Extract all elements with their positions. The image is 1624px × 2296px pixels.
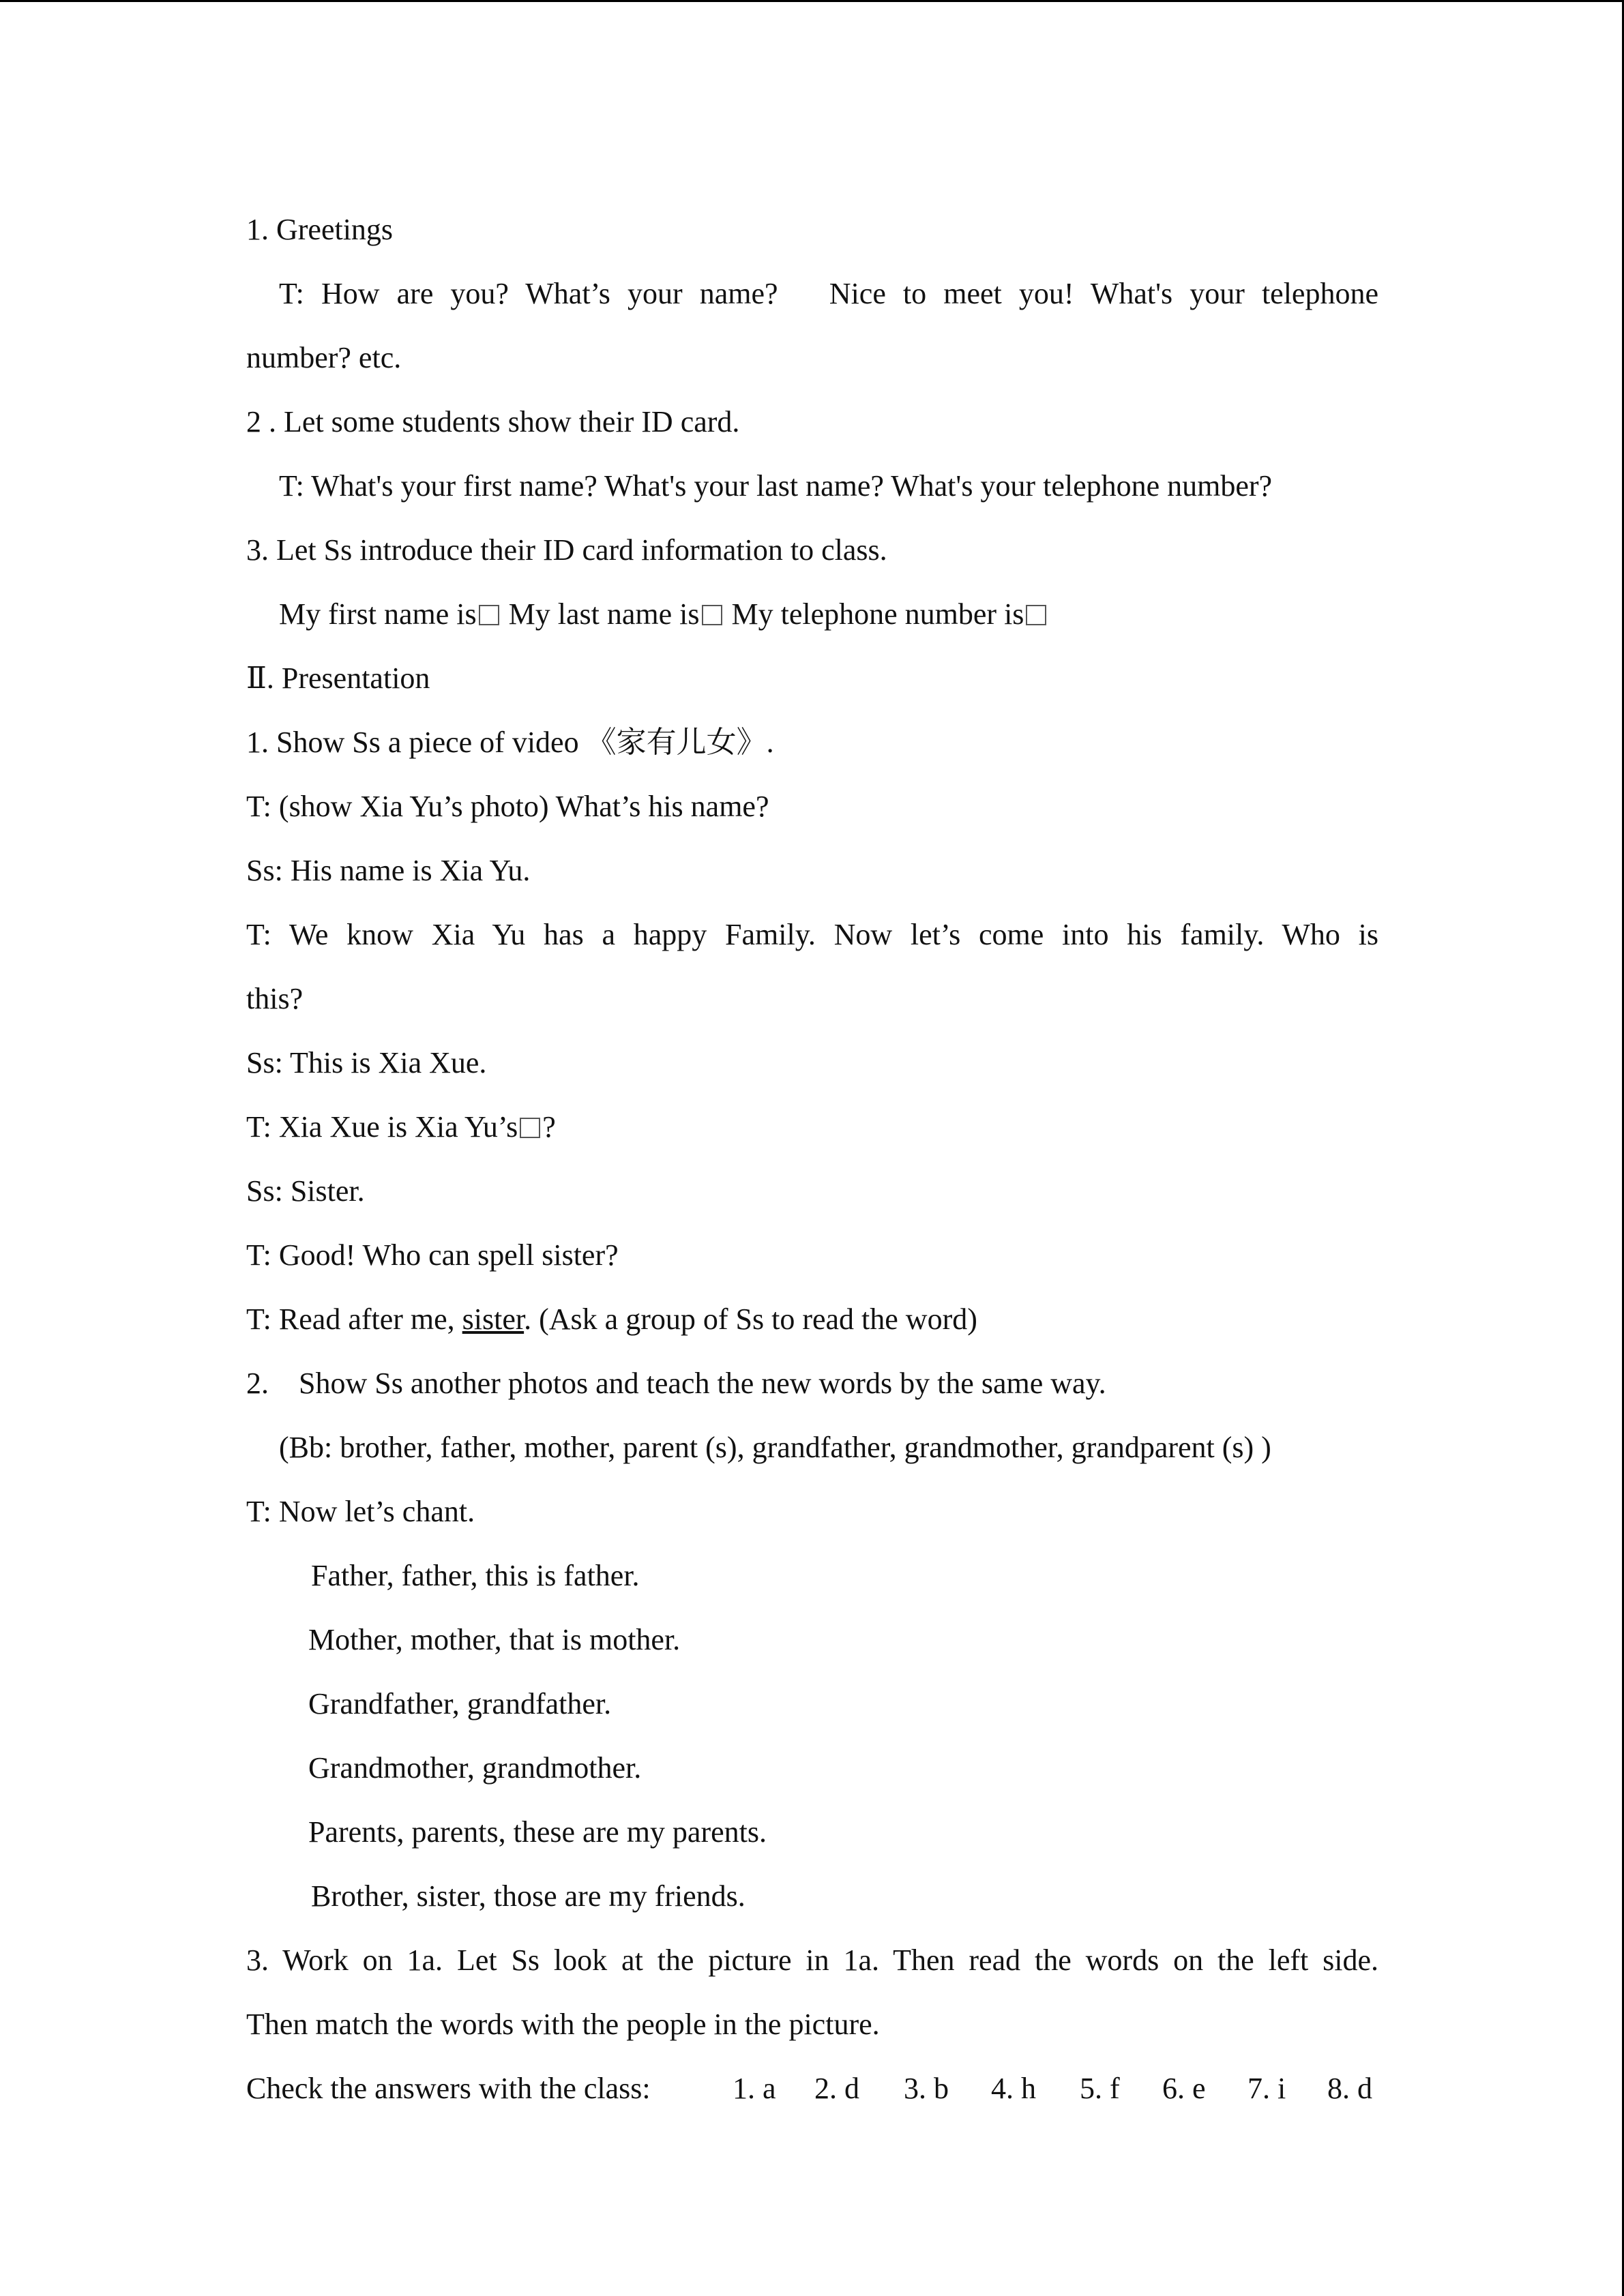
answers-line xyxy=(246,2057,1378,2121)
section-presentation-heading: Ⅱ. Presentation xyxy=(246,661,430,695)
teacher-line-greeting: T: How are you? What’s your name? Nice to meet you! What's your telephone xyxy=(279,277,1378,310)
blank-box xyxy=(479,605,499,625)
chant-line: Mother, mother, that is mother. xyxy=(308,1623,681,1656)
chant-line: Brother, sister, those are my friends. xyxy=(311,1879,745,1913)
student-line-xia-xue: Ss: This is Xia Xue. xyxy=(246,1046,487,1079)
chant-line: Father, father, this is father. xyxy=(311,1559,640,1592)
blank-box xyxy=(702,605,722,625)
telephone-text: My telephone number is xyxy=(724,597,1024,631)
student-line-sister: Ss: Sister. xyxy=(246,1174,365,1208)
teacher-line-family-cont: this? xyxy=(246,982,304,1015)
answer-item: 4. h xyxy=(991,2072,1036,2105)
answer-item: 7. i xyxy=(1247,2072,1286,2105)
teacher-line-chant: T: Now let’s chant. xyxy=(246,1495,475,1528)
question-mark: ? xyxy=(542,1110,556,1144)
step-work-on-1a: 3. Work on 1a. Let Ss look at the picture in 1a. Then read the words on the left side. xyxy=(246,1943,1378,1977)
page-top-border xyxy=(0,0,1624,2)
teacher-line-family: T: We know Xia Yu has a happy Family. Now let’s come into his family. Who is xyxy=(246,918,1378,951)
first-name-text: My first name is xyxy=(279,597,477,631)
teacher-line-read-after xyxy=(246,1287,1378,1352)
read-after-text: T: Read after me, xyxy=(246,1302,462,1336)
step-work-on-1a-cont: Then match the words with the people in the picture. xyxy=(246,2008,880,2041)
blank-box xyxy=(520,1118,540,1138)
underlined-word: sister xyxy=(462,1302,525,1336)
teacher-line-photo: T: (show Xia Yu’s photo) What’s his name? xyxy=(246,790,769,823)
teacher-line-sister-question xyxy=(246,1095,1378,1159)
teacher-line-greeting-cont: number? etc. xyxy=(246,341,402,374)
answers-label: Check the answers with the class: xyxy=(246,2072,651,2105)
answer-item: 2. d xyxy=(814,2072,859,2105)
blackboard-words: (Bb: brother, father, mother, parent (s), grandfather, grandmother, grandparent (s) ) xyxy=(279,1431,1271,1464)
step-id-card: 2 . Let some students show their ID card. xyxy=(246,405,740,438)
chant-line: Grandfather, grandfather. xyxy=(308,1687,612,1720)
section-greetings-heading: 1. Greetings xyxy=(246,213,394,246)
read-after-note: . (Ask a group of Ss to read the word) xyxy=(524,1302,977,1336)
answer-item: 6. e xyxy=(1162,2072,1206,2105)
blank-box xyxy=(1026,605,1046,625)
question-text: T: Xia Xue is Xia Yu’s xyxy=(246,1110,518,1144)
answer-item: 8. d xyxy=(1327,2072,1372,2105)
chant-line: Grandmother, grandmother. xyxy=(308,1751,642,1785)
step-new-words: 2. Show Ss another photos and teach the new words by the same way. xyxy=(246,1367,1106,1400)
teacher-line-id-questions: T: What's your first name? What's your last name? What's your telephone number? xyxy=(279,469,1273,503)
answer-item: 3. b xyxy=(904,2072,949,2105)
answer-item: 5. f xyxy=(1080,2072,1120,2105)
answer-item: 1. a xyxy=(733,2072,776,2105)
student-model-sentence xyxy=(246,582,1378,646)
step-introduce-id: 3. Let Ss introduce their ID card information to class. xyxy=(246,533,887,567)
last-name-text: My last name is xyxy=(501,597,700,631)
document-page xyxy=(246,198,1378,2121)
step-show-video: 1. Show Ss a piece of video 《家有儿女》. xyxy=(246,726,774,759)
teacher-line-spell: T: Good! Who can spell sister? xyxy=(246,1238,619,1272)
student-line-name: Ss: His name is Xia Yu. xyxy=(246,854,531,887)
chant-line: Parents, parents, these are my parents. xyxy=(308,1815,767,1849)
